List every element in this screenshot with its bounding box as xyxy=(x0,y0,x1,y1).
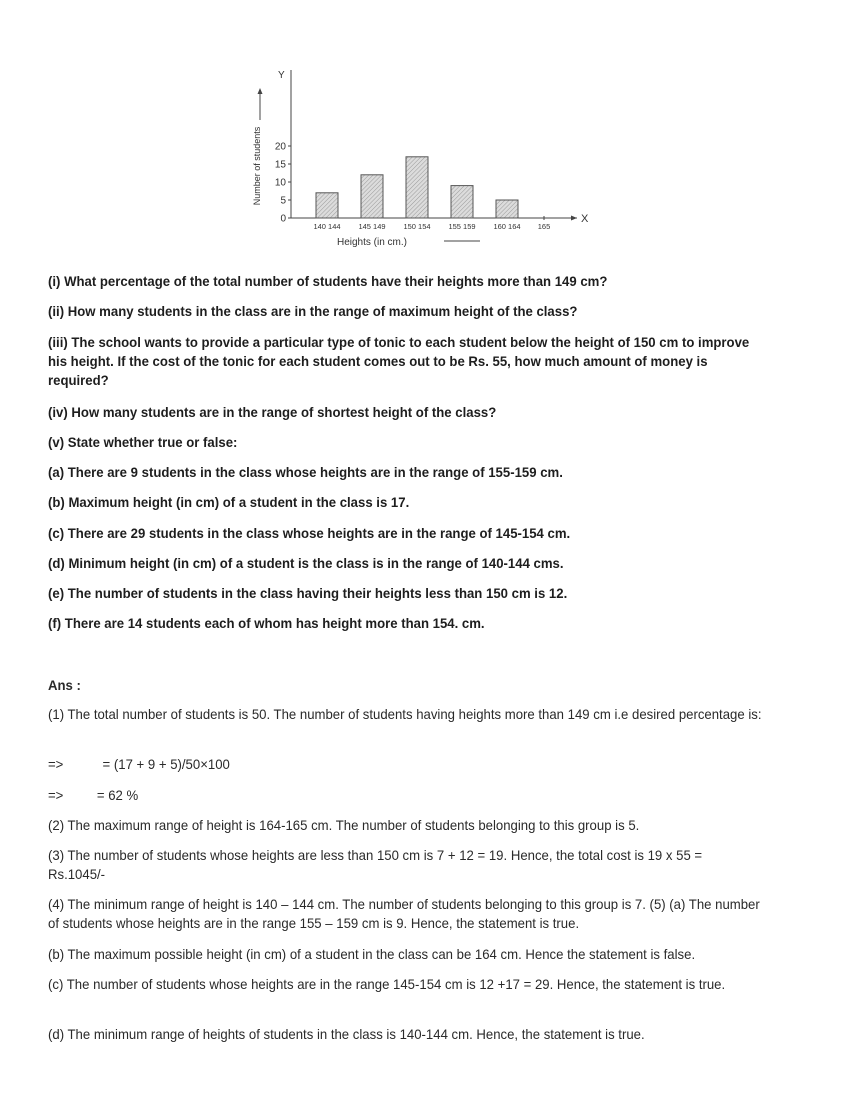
histogram-bar xyxy=(316,193,338,218)
answer-1-step-2 xyxy=(48,786,762,805)
y-tick-label: 20 xyxy=(274,141,286,153)
x-axis-arrow-icon xyxy=(571,216,577,221)
y-tick-label: 5 xyxy=(280,195,286,207)
question-i: (i) What percentage of the total number of students have their heights more than 149 cm? xyxy=(48,273,608,289)
answer-3: (3) The number of students whose heights are less than 150 cm is 7 + 12 = 19. Hence, the total cost is 19 x 55 = Rs.1045/- xyxy=(48,847,703,882)
answer-5c: (c) The number of students whose heights are in the range 145-154 cm is 12 +17 = 29. Hence, the statement is true. xyxy=(48,976,726,992)
statement-b: (b) Maximum height (in cm) of a student in the class is 17. xyxy=(48,494,410,510)
y-tick-label: 10 xyxy=(274,177,286,189)
x-tick-label: 140 144 xyxy=(313,222,341,231)
x-axis-letter: X xyxy=(581,213,589,225)
answer-5d: (d) The minimum range of heights of students in the class is 140-144 cm. Hence, the statement is true. xyxy=(48,1026,645,1042)
formula-line: = (17 + 9 + 5)/50×100 xyxy=(102,756,230,772)
answer-5b: (b) The maximum possible height (in cm) of a student in the class can be 164 cm. Hence the statement is false. xyxy=(48,946,696,962)
histogram-bar xyxy=(361,175,383,218)
answer-2: (2) The maximum range of height is 164-165 cm. The number of students belonging to this group is 5. xyxy=(48,817,640,833)
answer-1-step-1 xyxy=(48,755,762,774)
y-axis-letter: Y xyxy=(278,70,285,81)
y-tick-label: 15 xyxy=(274,159,286,171)
x-tick-label: 155 159 xyxy=(448,222,476,231)
histogram-chart xyxy=(232,40,622,260)
answer-4: (4) The minimum range of height is 140 – 144 cm. The number of students belonging to this group is 7. (5) (a) The number of students whose heights are in the range 155 – 159 cm is 9. Hence, the statement is true. xyxy=(48,896,760,931)
statement-c: (c) There are 29 students in the class whose heights are in the range of 145-154 cm. xyxy=(48,525,571,541)
question-v: (v) State whether true or false: xyxy=(48,434,238,450)
answer-1: (1) The total number of students is 50. The number of students having heights more than 149 cm i.e desired percentage is: xyxy=(48,706,762,722)
histogram-bar xyxy=(496,200,518,218)
y-axis-label: Number of students xyxy=(252,126,262,206)
x-axis-label: Heights (in cm.) xyxy=(336,237,408,248)
question-iv: (iv) How many students are in the range of shortest height of the class? xyxy=(48,404,497,420)
arrow-prefix: => xyxy=(48,787,64,803)
y-tick-label: 0 xyxy=(280,213,286,225)
statement-d: (d) Minimum height (in cm) of a student is the class is in the range of 140-144 cms. xyxy=(48,555,564,571)
histogram-bar xyxy=(451,186,473,218)
statement-a: (a) There are 9 students in the class whose heights are in the range of 155-159 cm. xyxy=(48,464,563,480)
question-iii: (iii) The school wants to provide a particular type of tonic to each student below the height of 150 cm to improve his height. If the cost of the tonic for each student comes out to be Rs. 55, how much amount of money is required? xyxy=(48,334,750,388)
histogram-figure xyxy=(232,40,622,260)
arrow-prefix: => xyxy=(48,756,64,772)
x-tick-label: 145 149 xyxy=(358,222,386,231)
x-tick-label: 165 xyxy=(537,222,551,231)
statement-f: (f) There are 14 students each of whom has height more than 154. cm. xyxy=(48,615,485,631)
question-ii: (ii) How many students in the class are in the range of maximum height of the class? xyxy=(48,303,578,319)
answer-heading: Ans : xyxy=(48,677,81,693)
statement-e: (e) The number of students in the class having their heights less than 150 cm is 12. xyxy=(48,585,568,601)
x-tick-label: 150 154 xyxy=(403,222,431,231)
histogram-bar xyxy=(406,157,428,218)
y-label-arrow-icon xyxy=(258,88,263,94)
result-line: = 62 % xyxy=(96,787,139,803)
x-tick-label: 160 164 xyxy=(493,222,521,231)
